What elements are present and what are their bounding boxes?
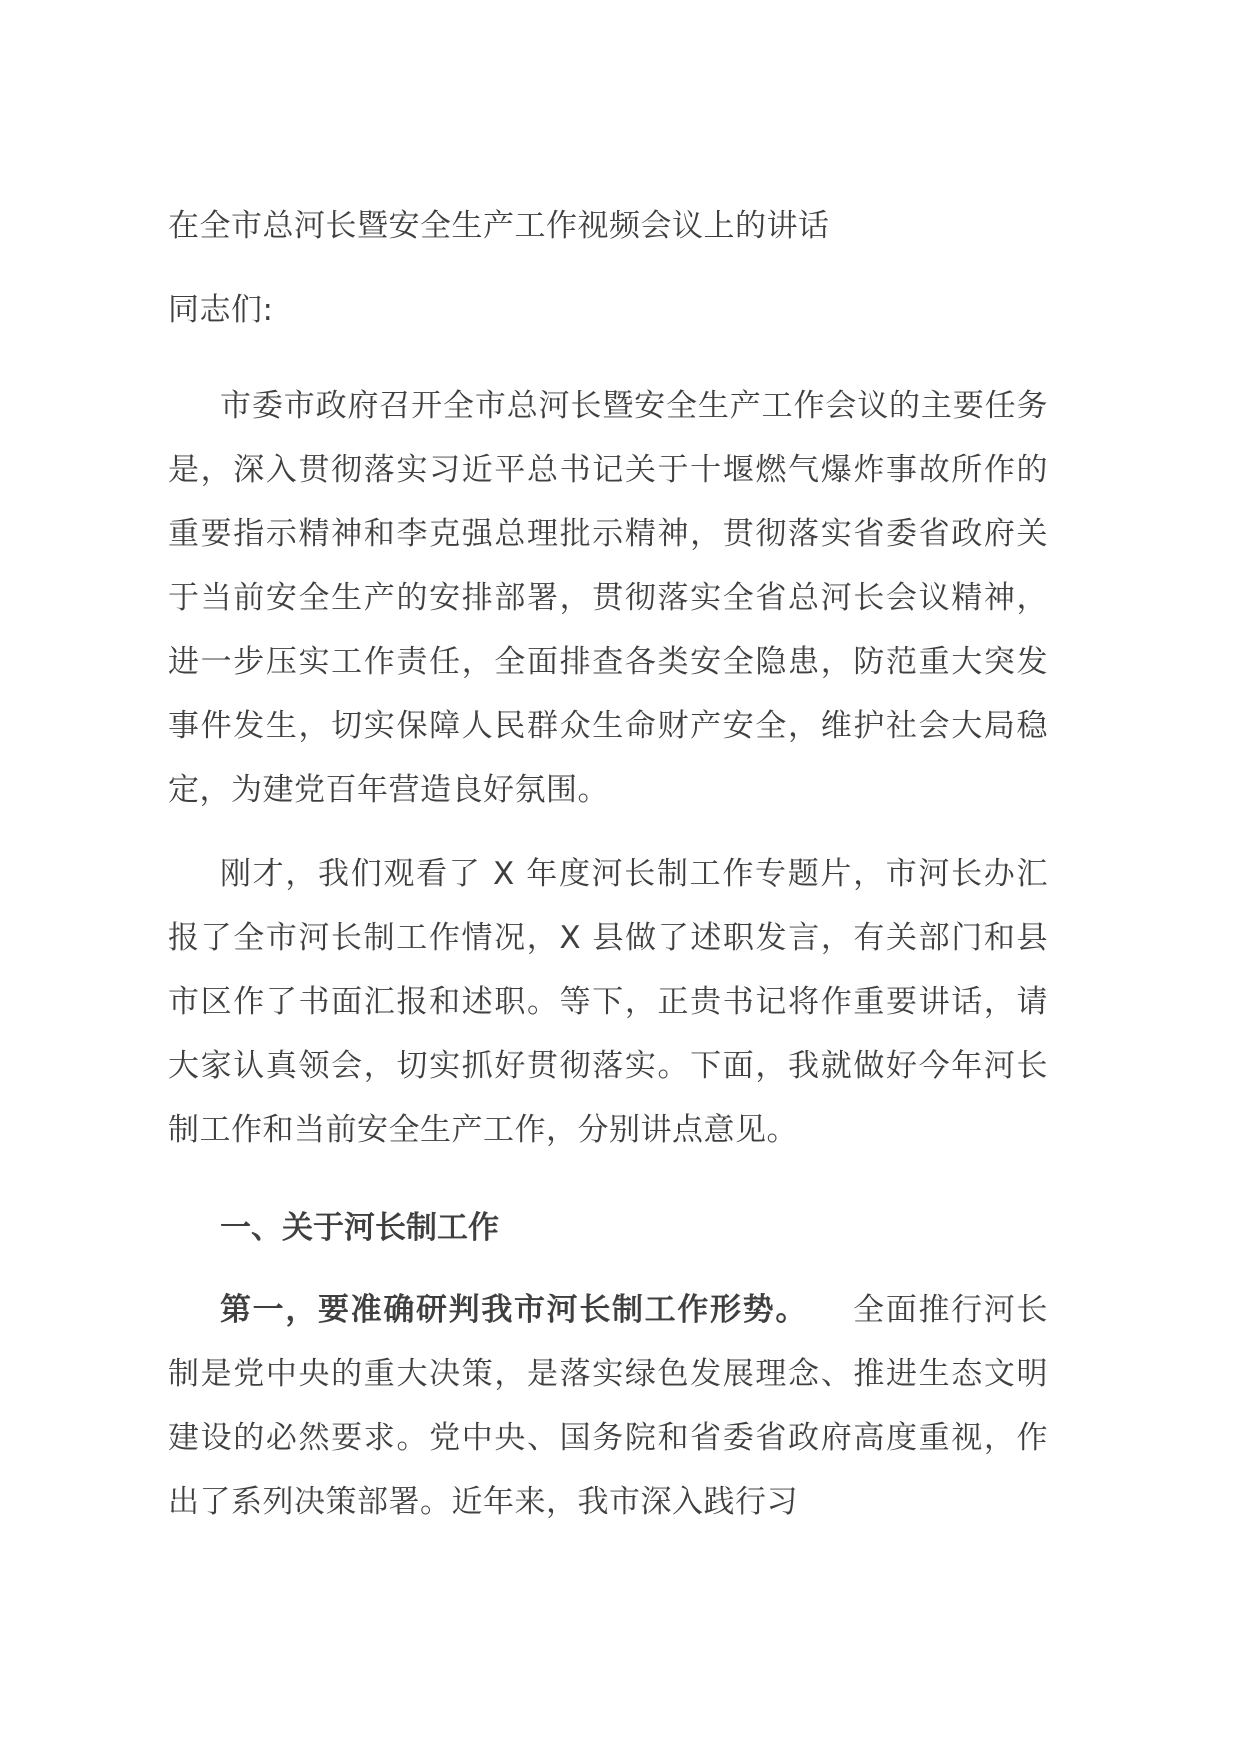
subsection-lead: 第一，要准确研判我市河长制工作形势。 bbox=[220, 1292, 808, 1328]
document-title: 在全市总河长暨安全生产工作视频会议上的讲话 bbox=[168, 208, 830, 244]
paragraph-2: 刚才，我们观看了 X 年度河长制工作专题片，市河长办汇报了全市河长制工作情况，X 县做了述职发言，有关部门和县市区作了书面汇报和述职。等下，正贵书记将作重要讲话，请大家认真领会，切实抓好贯彻落实。下面，我就做好今年河长制工作和当前安全生产工作，分别讲点意见。 bbox=[168, 856, 1048, 1148]
paragraph-3 bbox=[168, 1278, 1048, 1534]
paragraph-1: 市委市政府召开全市总河长暨安全生产工作会议的主要任务是，深入贯彻落实习近平总书记关于十堰燃气爆炸事故所作的重要指示精神和李克强总理批示精神，贯彻落实省委省政府关于当前安全生产的安排部署，贯彻落实全省总河长会议精神，进一步压实工作责任，全面排查各类安全隐患，防范重大突发事件发生，切实保障人民群众生命财产安全，维护社会大局稳定，为建党百年营造良好氛围。 bbox=[168, 388, 1048, 808]
subsection-text: 全面推行河长制是党中央的重大决策，是落实绿色发展理念、推进生态文明建设的必然要求。党中央、国务院和省委省政府高度重视，作出了系列决策部署。近年来，我市深入践行习 bbox=[168, 1292, 1048, 1520]
salutation: 同志们: bbox=[168, 292, 274, 328]
section-heading: 一、关于河长制工作 bbox=[220, 1210, 499, 1246]
